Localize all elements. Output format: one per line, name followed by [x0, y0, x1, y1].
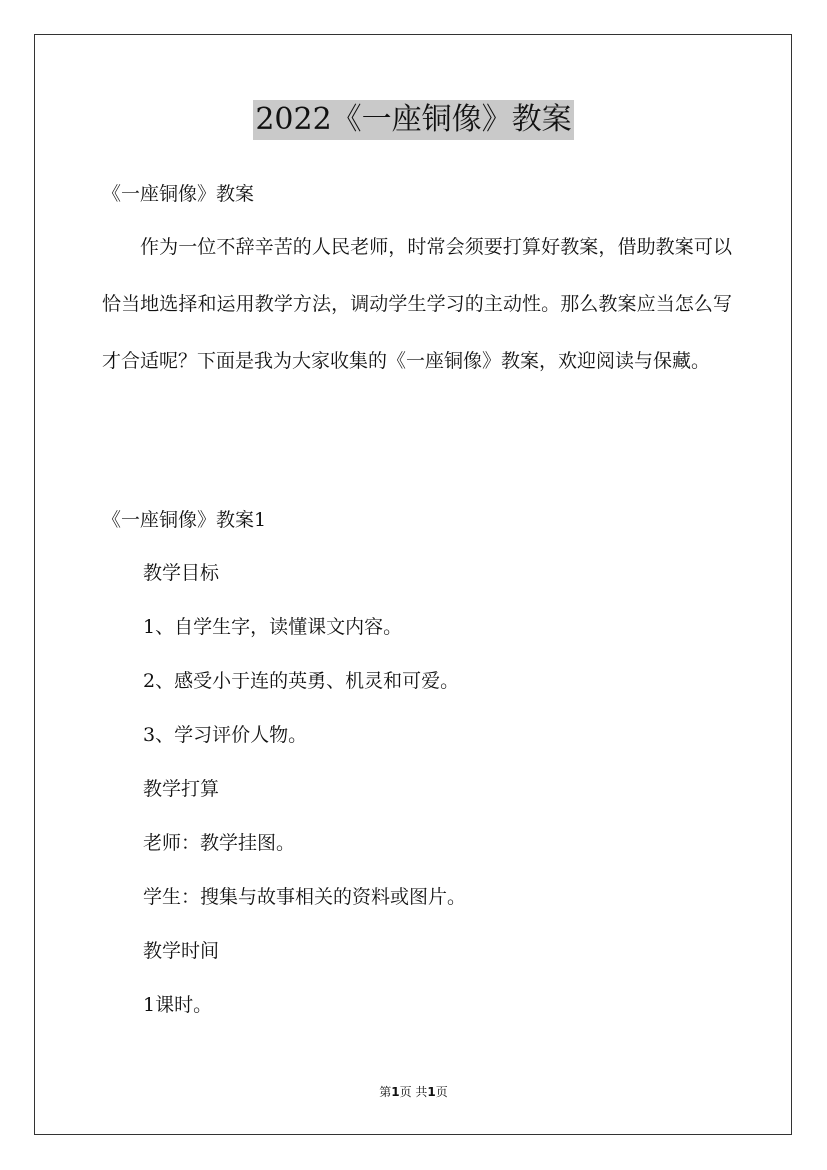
goal-item-2: 2、感受小于连的英勇、机灵和可爱。: [143, 670, 460, 692]
teaching-time-value: 1课时。: [143, 994, 213, 1016]
footer-prefix: 第: [379, 1085, 392, 1099]
footer-page-current: 1: [391, 1085, 400, 1099]
prep-student: 学生：搜集与故事相关的资料或图片。: [143, 886, 467, 908]
heading-teaching-goals: 教学目标: [143, 562, 220, 584]
goal-item-1: 1、自学生字，读懂课文内容。: [143, 616, 403, 638]
document-title: 2022《一座铜像》教案: [253, 100, 573, 140]
footer-suffix: 页: [435, 1085, 448, 1099]
footer-page-total: 1: [427, 1085, 436, 1099]
heading-teaching-time: 教学时间: [143, 940, 220, 962]
title-container: [0, 100, 827, 140]
intro-paragraph: [102, 219, 732, 390]
goal-item-3: 3、学习评价人物。: [143, 724, 308, 746]
prep-teacher: 老师：教学挂图。: [143, 832, 296, 854]
intro-text: 作为一位不辞辛苦的人民老师，时常会须要打算好教案，借助教案可以恰当地选择和运用教学方法，调动学生学习的主动性。那么教案应当怎么写才合适呢？下面是我为大家收集的《一座铜像》教案，欢迎阅读与保藏。: [102, 236, 732, 372]
heading-teaching-preparation: 教学打算: [143, 778, 220, 800]
document-subtitle: 《一座铜像》教案: [102, 183, 255, 205]
section-heading: 《一座铜像》教案1: [102, 509, 267, 531]
footer-mid: 页 共: [399, 1085, 428, 1099]
page-footer: [0, 1084, 827, 1100]
